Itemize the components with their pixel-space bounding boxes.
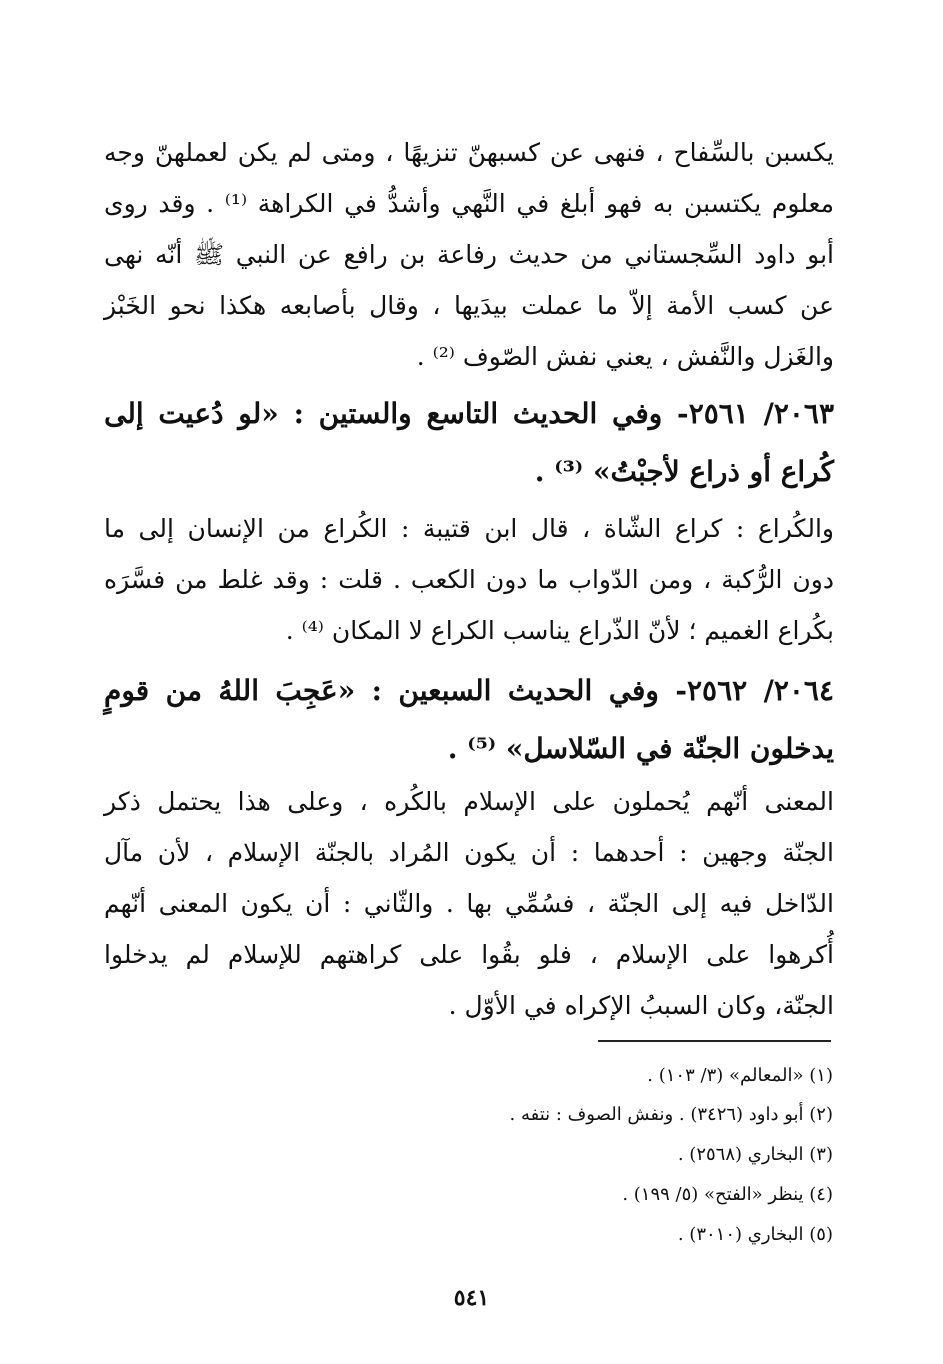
text-line: والكُراع : كراع الشّاة ، قال ابن قتيبة : الكُراع من الإنسان إلى ما [104, 514, 834, 543]
heading-line: ٢٠٦٤/ ٢٥٦٢- وفي الحديث السبعين : «عَجِبَ اللهُ من قومٍ [104, 674, 834, 707]
paragraph-1 [104, 127, 834, 382]
footnote-1: (١) «المعالم» (٣/ ١٠٣) . [647, 1065, 833, 1086]
text-line: أُكرهوا على الإسلام ، فلو بقُوا على كراهتهم للإسلام لم يدخلوا [104, 940, 834, 969]
page-number: ٥٤١ [453, 1285, 490, 1311]
footnote-2: (٢) أبو داود (٣٤٢٦) . ونفش الصوف : نتفه . [509, 1104, 833, 1125]
heading-line: كُراع أو ذراع لأجبْتُ» ⁽³⁾ . [534, 455, 834, 488]
text-line: بكُراع الغميم ؛ لأنّ الذّراع يناسب الكراع لا المكان ⁽⁴⁾ . [285, 616, 834, 645]
text-line: المعنى أنّهم يُحملون على الإسلام بالكُره ، وعلى هذا يحتمل ذكر [104, 787, 834, 816]
footnote-5: (٥) البخاري (٣٠١٠) . [677, 1224, 833, 1245]
text-line: والغَزل والنَّفش ، يعني نفش الصّوف ⁽²⁾ . [416, 342, 834, 371]
text-line: دون الرُّكبة ، ومن الدّواب ما دون الكعب . قلت : وقد غلط من فسَّرَه [104, 565, 834, 594]
text-line: يكسبن بالسِّفاح ، فنهى عن كسبهنّ تنزيهًا ، ومتى لم يكن لعملهنّ وجه [104, 138, 834, 167]
text-line: معلوم يكتسبن به فهو أبلغ في النَّهي وأشدُّ في الكراهة ⁽¹⁾ . وقد روى [104, 189, 834, 218]
text-line: عن كسب الأمة إلاّ ما عملت بيدَيها ، وقال بأصابعه هكذا نحو الخَبْز [104, 291, 834, 320]
footnote-3: (٣) البخاري (٢٥٦٨) . [677, 1144, 833, 1165]
text-line: الجنّة، وكان السببُ الإكراه في الأوّل . [448, 991, 834, 1020]
paragraph-3 [104, 776, 834, 1031]
heading-line: ٢٠٦٣/ ٢٥٦١- وفي الحديث التاسع والستين : «لو دُعيت إلى [104, 397, 834, 430]
paragraph-2 [104, 503, 834, 656]
hadith-heading-2063 [104, 385, 834, 501]
footnote-divider [598, 1040, 831, 1042]
text-line: أبو داود السِّجستاني من حديث رفاعة بن رافع عن النبي ﷺ أنّه نهى [104, 240, 834, 269]
text-line: الجنّة وجهين : أحدهما : أن يكون المُراد بالجنّة الإسلام ، لأن مآل [104, 838, 834, 867]
heading-line: يدخلون الجنّة في السّلاسل» ⁽⁵⁾ . [447, 732, 834, 765]
footnote-4: (٤) ينظر «الفتح» (٥/ ١٩٩) . [622, 1184, 833, 1205]
text-line: الدّاخل فيه إلى الجنّة ، فسُمِّي بها . والثّاني : أن يكون المعنى أنّهم [104, 889, 834, 918]
hadith-heading-2064 [104, 662, 834, 778]
